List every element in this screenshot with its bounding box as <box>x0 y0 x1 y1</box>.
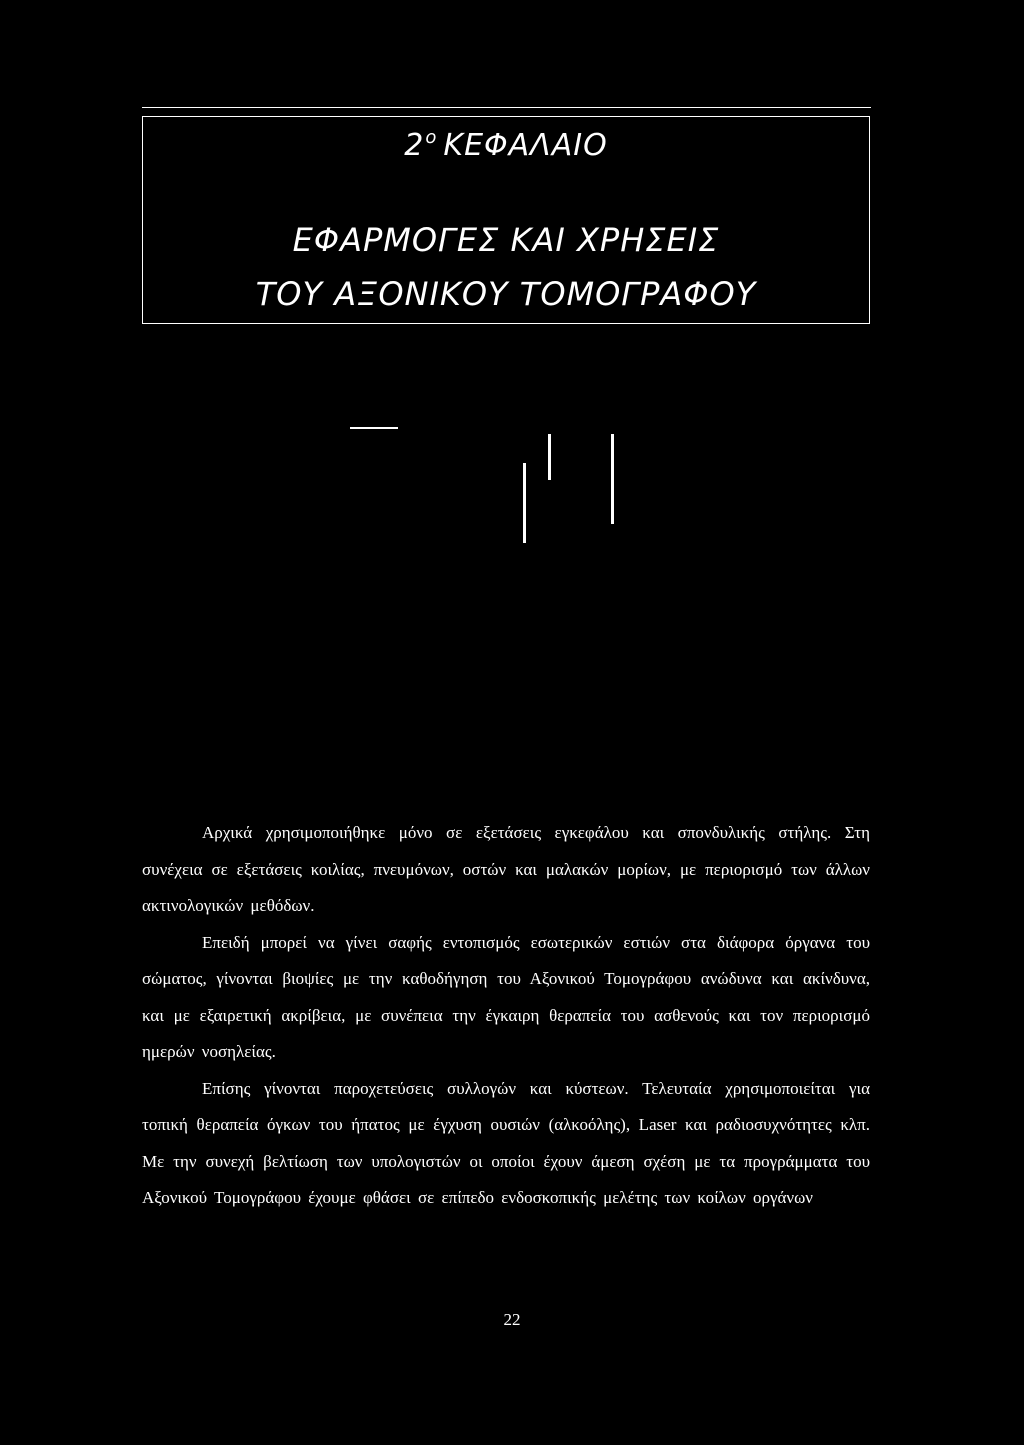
scan-artifact-line <box>350 427 398 429</box>
chapter-heading <box>143 127 869 163</box>
scan-artifact-bar <box>548 434 551 480</box>
chapter-superscript: o <box>425 127 438 148</box>
scan-artifact-bar <box>611 434 614 524</box>
page-number: 22 <box>503 1310 521 1329</box>
chapter-number: 2 <box>404 128 425 163</box>
paragraph: Επίσης γίνονται παροχετεύσεις συλλογών και κύστεων. Τελευταία χρησιμοποιείται για τοπική θεραπεία όγκων του ήπατος με έγχυση ουσιών (αλκοόλης), Laser και ραδιοσυχνότητες κλπ. Με την συνεχή βελτίωση των υπολογιστών οι οποίοι έχουν άμεση σχέση με τα προγράμματα του Αξονικού Τομογράφου έχουμε φθάσει σε επίπεδο ενδοσκοπικής μελέτης των κοίλων οργάνων <box>142 1078 870 1207</box>
scan-artifact-bar <box>523 463 526 543</box>
chapter-label: ΚΕΦΑΛΑΙΟ <box>443 128 608 163</box>
chapter-title-line-2: ΤΟΥ ΑΞΟΝΙΚΟΥ ΤΟΜΟΓΡΑΦΟΥ <box>255 275 757 313</box>
paragraph: Αρχικά χρησιμοποιήθηκε μόνο σε εξετάσεις εγκεφάλου και σπονδυλικής στήλης. Στη συνέχεια σε εξετάσεις κοιλίας, πνευμόνων, οστών και μαλακών μορίων, με περιορισμό των άλλων ακτινολογικών μεθόδων. <box>142 823 870 915</box>
body-text <box>142 815 870 1217</box>
paragraph: Επειδή μπορεί να γίνει σαφής εντοπισμός εσωτερικών εστιών στα διάφορα όργανα του σώματος, γίνονται βιοψίες με την καθοδήγηση του Αξονικού Τομογράφου ανώδυνα και ακίνδυνα, και με εξαιρετική ακρίβεια, με συνέπεια την έγκαιρη θεραπεία του ασθενούς και τον περιορισμό ημερών νοσηλείας. <box>142 932 870 1061</box>
chapter-title-line-1: ΕΦΑΡΜΟΓΕΣ ΚΑΙ ΧΡΗΣΕΙΣ <box>292 221 720 259</box>
chapter-title-box <box>142 116 870 324</box>
